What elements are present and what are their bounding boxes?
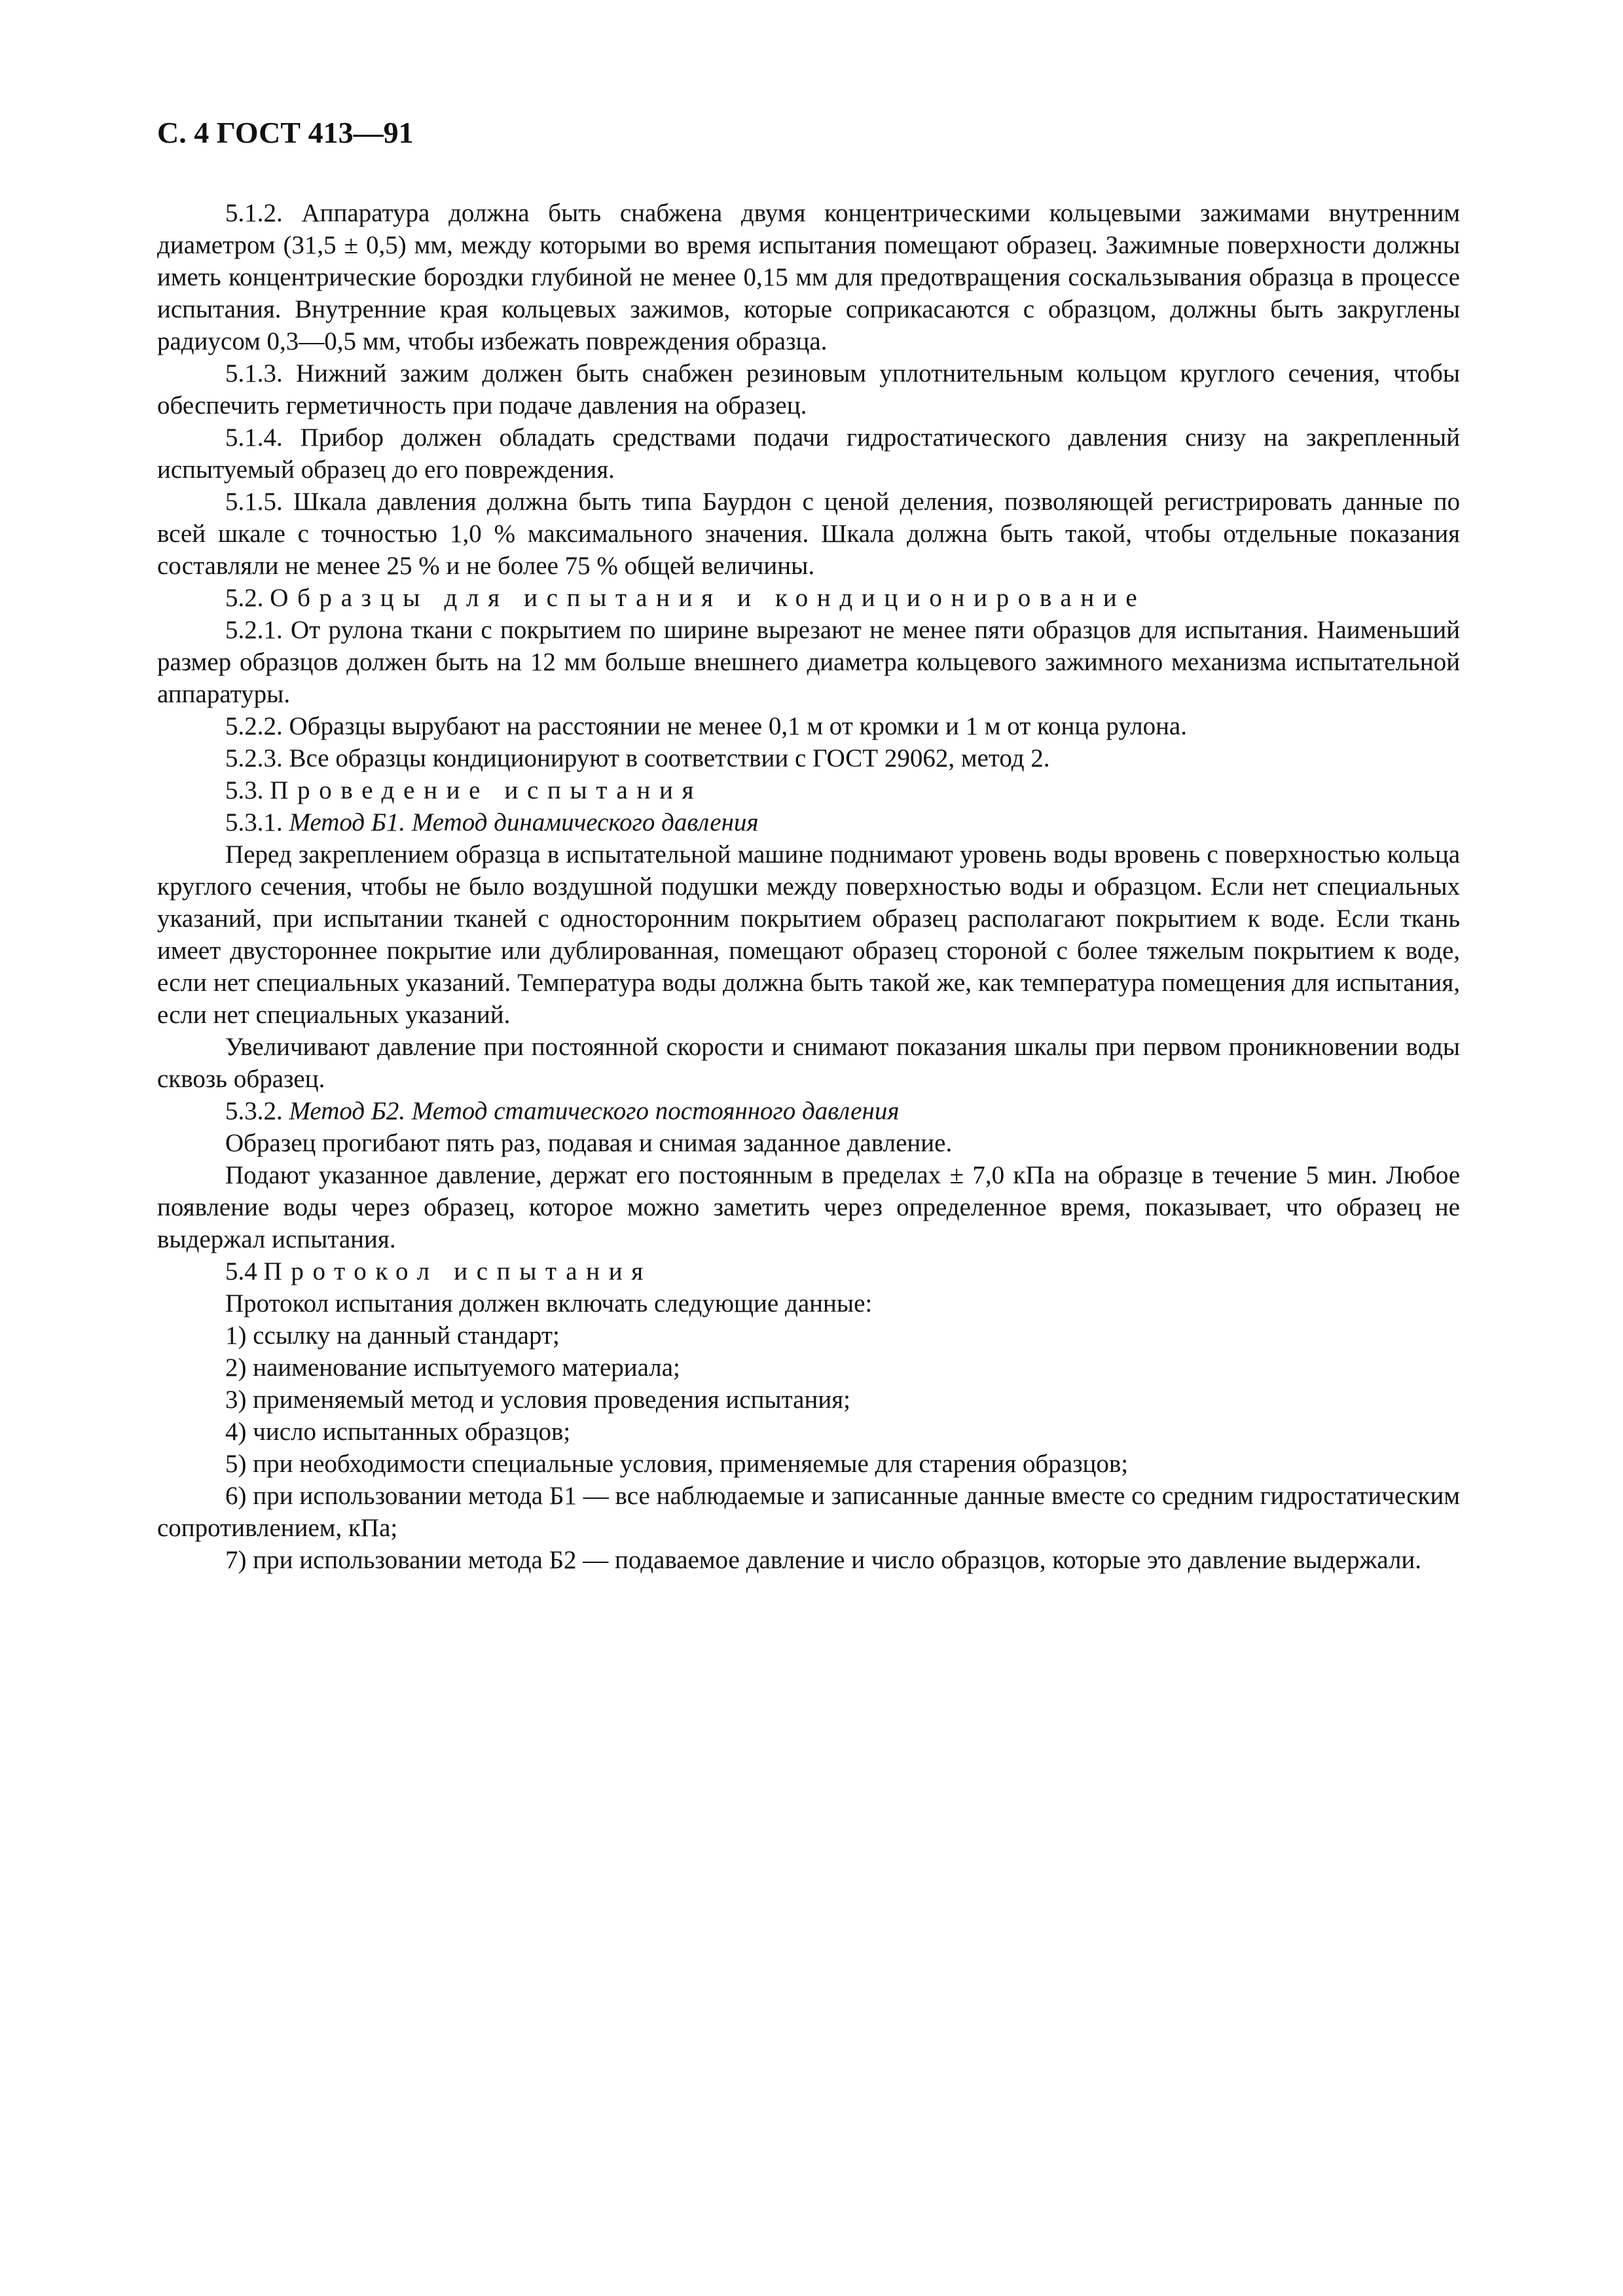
section-heading-5-2 — [157, 582, 1460, 614]
paragraph-5-2-1: 5.2.1. От рулона ткани с покрытием по ширине вырезают не менее пяти образцов для испытания. Наименьший размер образцов должен быть на 12 мм больше внешнего диаметра кольцевого зажимного механизма испытательной аппаратуры. — [157, 616, 1460, 708]
document-body — [157, 197, 1460, 1576]
page-header: С. 4 ГОСТ 413—91 — [157, 116, 414, 149]
paragraph-5-3-2-b: Подают указанное давление, держат его постоянным в пределах ± 7,0 кПа на образце в течение 5 мин. Любое появление воды через образец, которое можно заметить через определенное время, показывает, что образец не выдержал испытания. — [157, 1161, 1460, 1253]
paragraph-5-2-2: 5.2.2. Образцы вырубают на расстоянии не менее 0,1 м от кромки и 1 м от конца рулона. — [225, 712, 1187, 740]
section-number: 5.2. — [225, 584, 270, 612]
section-number: 5.3.1. — [225, 808, 289, 836]
paragraph-5-4: Протокол испытания должен включать следующие данные: — [225, 1289, 873, 1318]
section-heading-5-4 — [157, 1255, 1460, 1287]
section-title: Метод Б2. Метод статического постоянного давления — [289, 1097, 900, 1125]
section-title: Метод Б1. Метод динамического давления — [289, 808, 759, 836]
section-title: Протокол испытания — [263, 1257, 652, 1285]
paragraph-5-1-3: 5.1.3. Нижний зажим должен быть снабжен резиновым уплотнительным кольцом круглого сечения, чтобы обеспечить герметичность при подаче давления на образец. — [157, 359, 1460, 420]
paragraph-5-3-1-b: Увеличивают давление при постоянной скорости и снимают показания шкалы при первом проникновении воды сквозь образец. — [157, 1033, 1460, 1093]
section-number: 5.4 — [225, 1257, 264, 1285]
subsection-heading-5-3-2 — [157, 1095, 1460, 1127]
paragraph-5-1-4: 5.1.4. Прибор должен обладать средствами подачи гидростатического давления снизу на закрепленный испытуемый образец до его повреждения. — [157, 423, 1460, 484]
paragraph-5-3-2-a: Образец прогибают пять раз, подавая и снимая заданное давление. — [225, 1129, 953, 1157]
document-page — [157, 115, 1460, 1576]
paragraph-5-1-2: 5.1.2. Аппаратура должна быть снабжена двумя концентрическими кольцевыми зажимами внутренним диаметром (31,5 ± 0,5) мм, между которыми во время испытания помещают образец. Зажимные поверхности должны иметь концентрические бороздки глубиной не менее 0,15 мм для предотвращения соскальзывания образца в процессе испытания. Внутренние края кольцевых зажимов, которые соприкасаются с образцом, должны быть закруглены радиусом 0,3—0,5 мм, чтобы избежать повреждения образца. — [157, 199, 1460, 355]
list-item: 1) ссылку на данный стандарт; — [225, 1321, 560, 1350]
list-item: 2) наименование испытуемого материала; — [225, 1354, 680, 1382]
section-title: Образцы для испытания и кондиционирование — [270, 584, 1146, 612]
list-item: 7) при использовании метода Б2 — подаваемое давление и число образцов, которые это давление выдержали. — [225, 1546, 1422, 1574]
list-item: 5) при необходимости специальные условия, применяемые для старения образцов; — [225, 1450, 1129, 1478]
paragraph-5-2-3: 5.2.3. Все образцы кондиционируют в соответствии с ГОСТ 29062, метод 2. — [225, 744, 1050, 772]
section-number: 5.3. — [225, 776, 270, 804]
list-item: 3) применяемый метод и условия проведения испытания; — [225, 1386, 850, 1414]
section-heading-5-3 — [157, 774, 1460, 806]
list-item: 4) число испытанных образцов; — [225, 1418, 571, 1446]
paragraph-5-1-5: 5.1.5. Шкала давления должна быть типа Баурдон с ценой деления, позволяющей регистрировать данные по всей шкале с точностью 1,0 % максимального значения. Шкала должна быть такой, чтобы отдельные показания составляли не менее 25 % и не более 75 % общей величины. — [157, 488, 1460, 580]
paragraph-5-3-1-a: Перед закреплением образца в испытательной машине поднимают уровень воды вровень с поверхностью кольца круглого сечения, чтобы не было воздушной подушки между поверхностью воды и образцом. Если нет специальных указаний, при испытании тканей с односторонним покрытием образец располагают покрытием к воде. Если ткань имеет двустороннее покрытие или дублированная, помещают образец стороной с более тяжелым покрытием к воде, если нет специальных указаний. Температура воды должна быть такой же, как температура помещения для испытания, если нет специальных указаний. — [157, 840, 1460, 1029]
section-title: Проведение испытания — [270, 776, 703, 804]
list-item: 6) при использовании метода Б1 — все наблюдаемые и записанные данные вместе со средним гидростатическим сопротивлением, кПа; — [157, 1482, 1460, 1542]
subsection-heading-5-3-1 — [157, 806, 1460, 838]
section-number: 5.3.2. — [225, 1097, 289, 1125]
